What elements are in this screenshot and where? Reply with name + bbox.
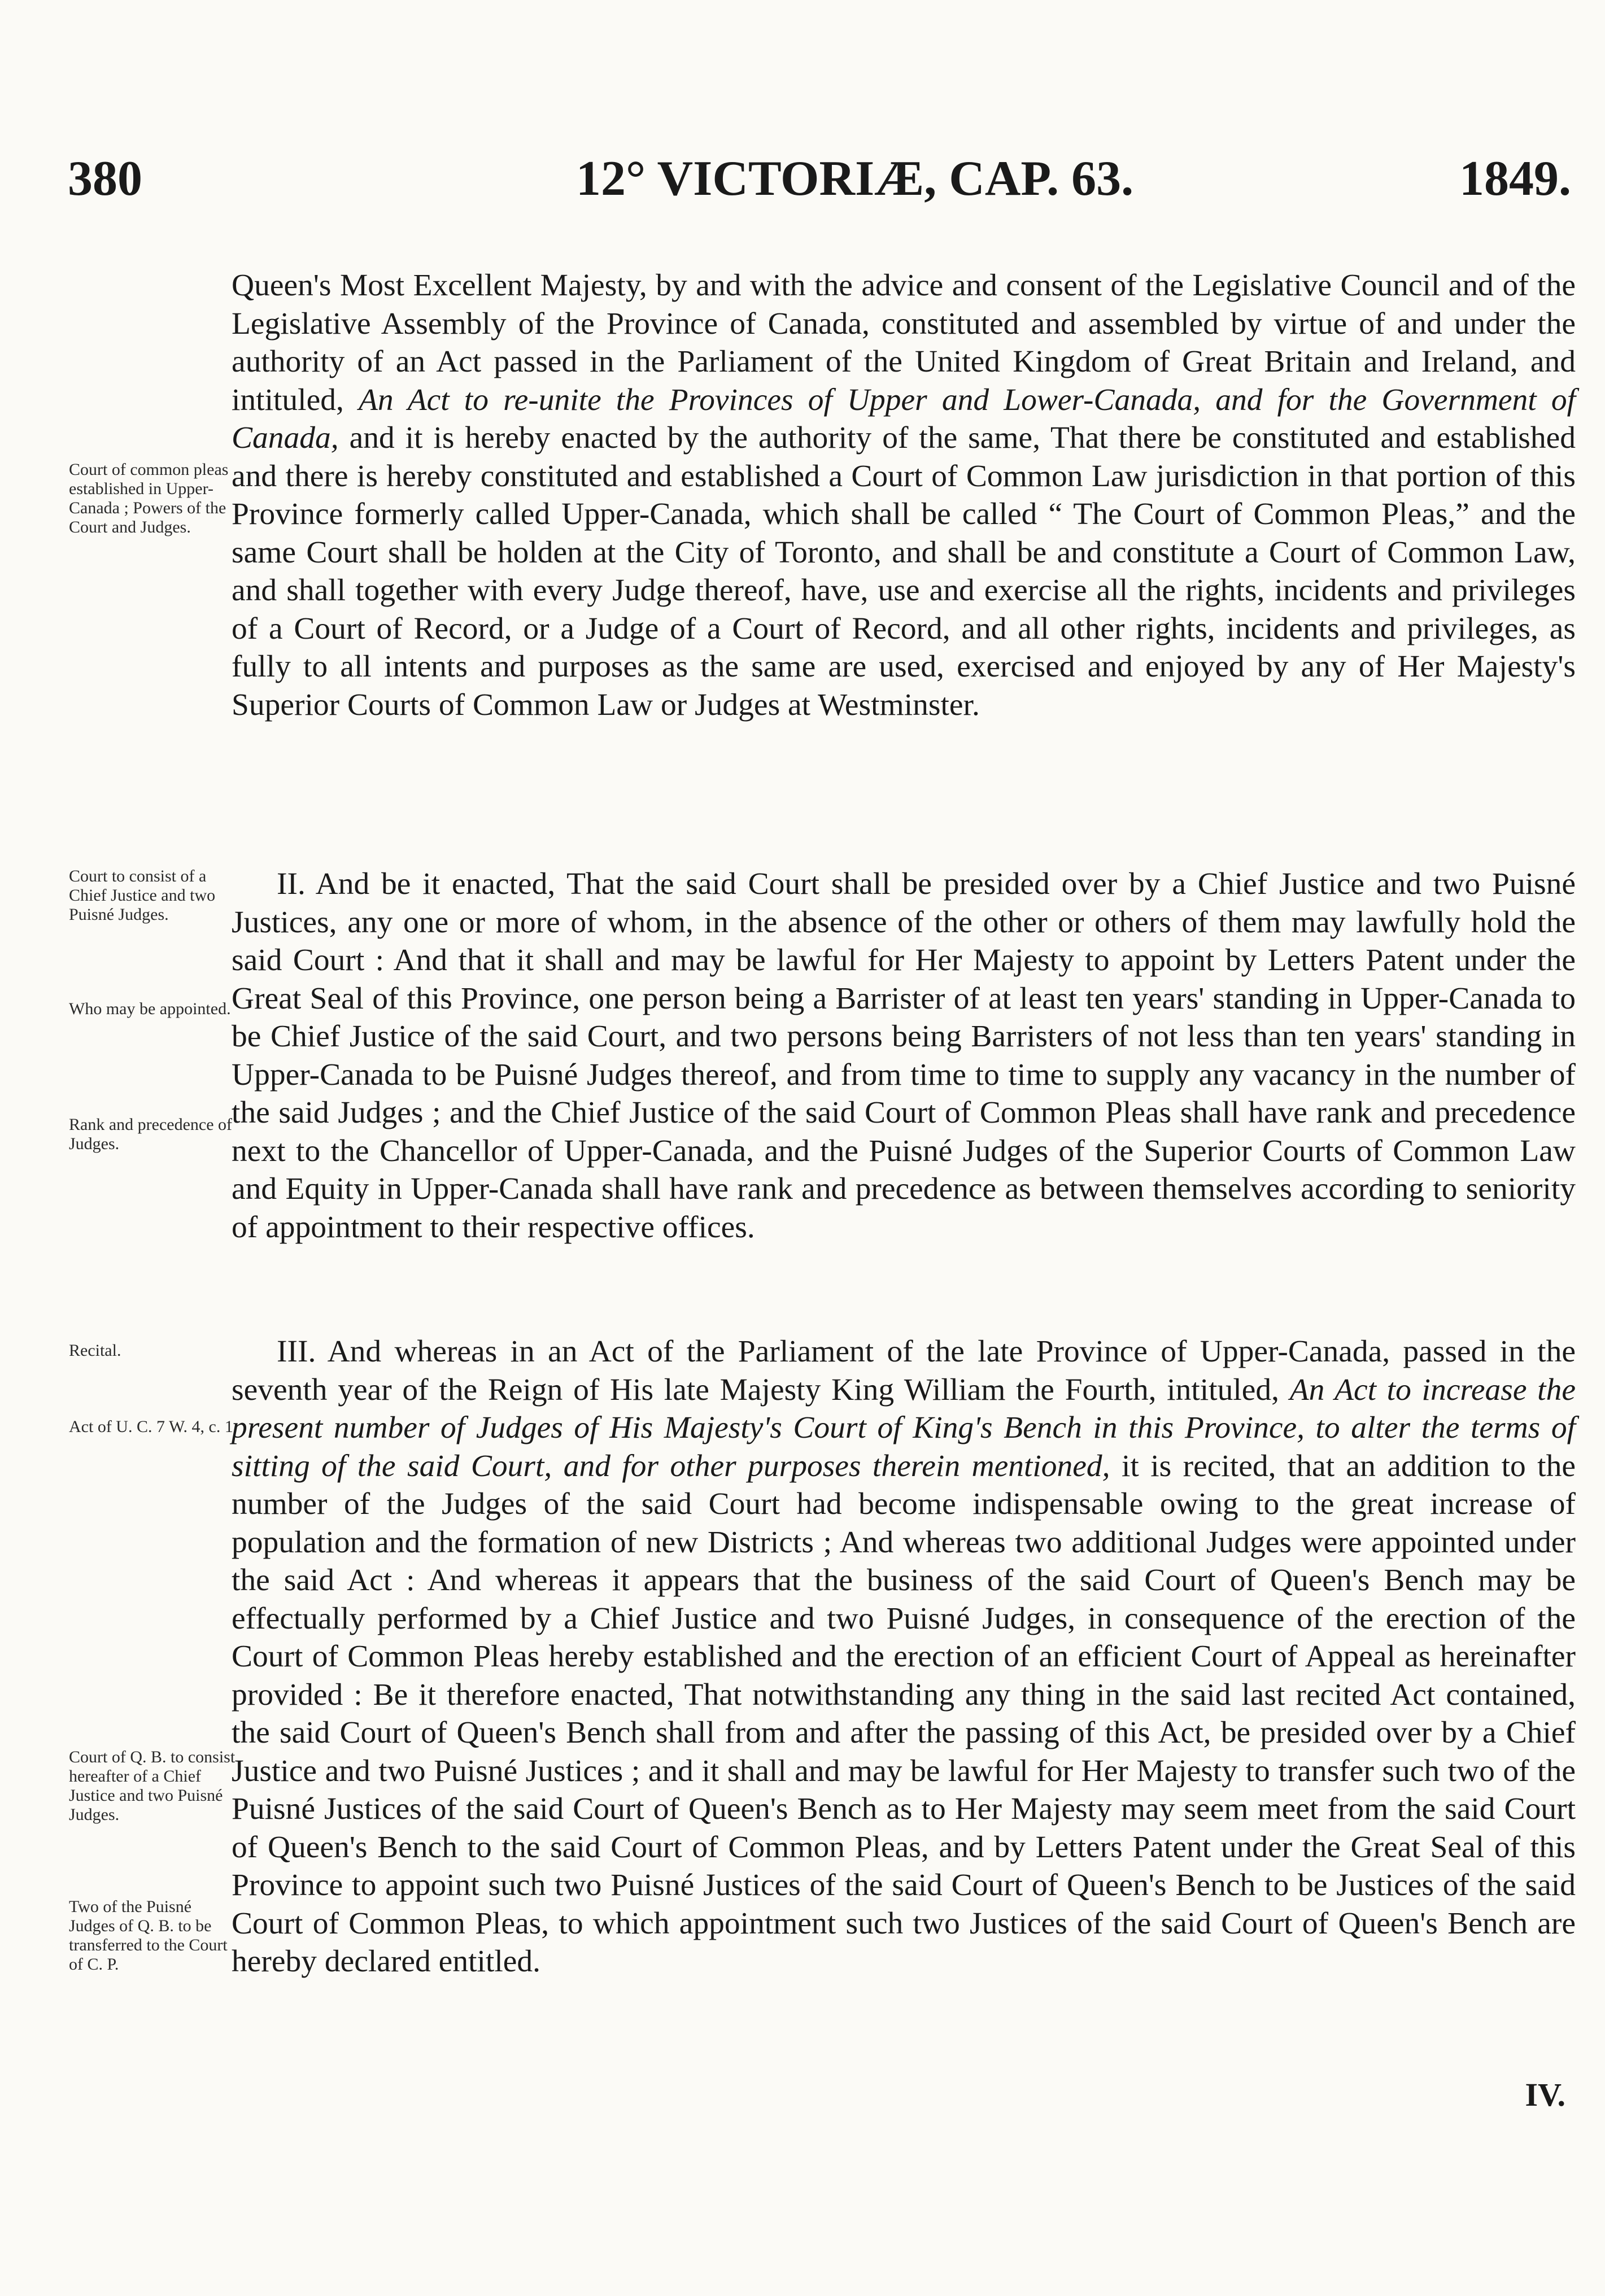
- marginal-note: Court of Q. B. to consist hereafter of a Chief Justice and two Puisné Judges.: [69, 1748, 235, 1824]
- statute-title: 12° VICTORIÆ, CAP. 63.: [576, 151, 1134, 206]
- act-title: An Act to increase the present number of Judges of His Majesty's Court of King's Bench in this Province, to alter the terms of sitting of the said Court, and for other purposes therein mentioned,: [232, 1372, 1576, 1483]
- section-2-paragraph: [232, 865, 1576, 1246]
- section-3-paragraph: [232, 1333, 1576, 1981]
- marginal-note: Rank and precedence of Judges.: [69, 1115, 233, 1153]
- year: 1849.: [1459, 151, 1571, 206]
- marginal-note: Who may be appointed.: [69, 999, 231, 1018]
- act-title: An Act to re-unite the Provinces of Upper and Lower-Canada, and for the Government of Canada,: [232, 382, 1576, 455]
- page-number: 380: [68, 151, 142, 206]
- preamble-text: Queen's Most Excellent Majesty, by and with the advice and consent of the Legislative Council and of the Legislative Assembly of the Province of Canada, constituted and assembled by virtue of and under the authority of an Act passed in the Parliament of the United Kingdom of Great Britain and Ireland, and intituled,: [232, 268, 1576, 417]
- section-3-text: III. And whereas in an Act of the Parliament of the late Province of Upper-Canada, passed in the seventh year of the Reign of His late Majesty King William the Fourth, intituled,: [232, 1334, 1576, 1407]
- preamble-text: and it is hereby enacted by the authority of the same, That there be constituted and established and there is hereby constituted and established a Court of Common Law jurisdiction in that portion of this Province formerly called Upper-Canada, which shall be called “ The Court of Common Pleas,” and the same Court shall be holden at the City of Toronto, and shall be and constitute a Court of Common Law, and shall together with every Judge thereof, have, use and exercise all the rights, incidents and privileges of a Court of Record, or a Judge of a Court of Record, and all other rights, incidents and privileges, as fully to all intents and purposes as the same are used, exercised and enjoyed by any of Her Majesty's Superior Courts of Common Law or Judges at Westminster.: [232, 421, 1576, 722]
- section-3-text: it is recited, that an addition to the number of the Judges of the said Court had become indispensable owing to the great increase of population and the formation of new Districts ; And whereas two additional Judges were appointed under the said Act : And whereas it appears that the business of the said Court of Queen's Bench may be effectually performed by a Chief Justice and two Puisné Judges, in consequence of the erection of the Court of Common Pleas hereby established and the erection of an efficient Court of Appeal as hereinafter provided : Be it therefore enacted, That notwithstanding any thing in the said last recited Act contained, the said Court of Queen's Bench shall from and after the passing of this Act, be presided over by a Chief Justice and two Puisné Justices ; and it shall and may be lawful for Her Majesty to transfer such two of the Puisné Justices of the said Court of Queen's Bench as to Her Majesty may seem meet from the said Court of Queen's Bench to the said Court of Common Pleas, and by Letters Patent under the Great Seal of this Province to appoint such two Puisné Justices of the said Court of Queen's Bench to be Justices of the said Court of Common Pleas, to which appointment such two Justices of the said Court of Queen's Bench are hereby declared entitled.: [232, 1448, 1576, 1979]
- marginal-note: Recital.: [69, 1341, 121, 1360]
- running-header: [68, 148, 1571, 216]
- section-2-text: II. And be it enacted, That the said Court shall be presided over by a Chief Justice and two Puisné Justices, any one or more of whom, in the absence of the other or others of them may lawfully hold the said Court : And that it shall and may be lawful for Her Majesty to appoint by Letters Patent under the Great Seal of this Province, one person being a Barrister of at least ten years' standing in Upper-Canada to be Chief Justice of the said Court, and two persons being Barristers of not less than ten years' standing in Upper-Canada to be Puisné Judges thereof, and from time to time to supply any vacancy in the number of the said Judges ; and the Chief Justice of the said Court of Common Pleas shall have rank and precedence next to the Chancellor of Upper-Canada, and the Puisné Judges of the Superior Courts of Common Law and Equity in Upper-Canada shall have rank and precedence as between themselves according to seniority of appointment to their respective offices.: [232, 867, 1576, 1245]
- preamble-paragraph: [232, 267, 1576, 724]
- marginal-note: Act of U. C. 7 W. 4, c. 1.: [69, 1417, 238, 1436]
- marginal-note: Two of the Puisné Judges of Q. B. to be transferred to the Court of C. P.: [69, 1897, 228, 1974]
- catchword: IV.: [1525, 2076, 1565, 2113]
- marginal-note: Court to consist of a Chief Justice and two Puisné Judges.: [69, 867, 216, 924]
- marginal-note: Court of common pleas established in Upper-Canada ; Powers of the Court and Judges.: [69, 460, 229, 536]
